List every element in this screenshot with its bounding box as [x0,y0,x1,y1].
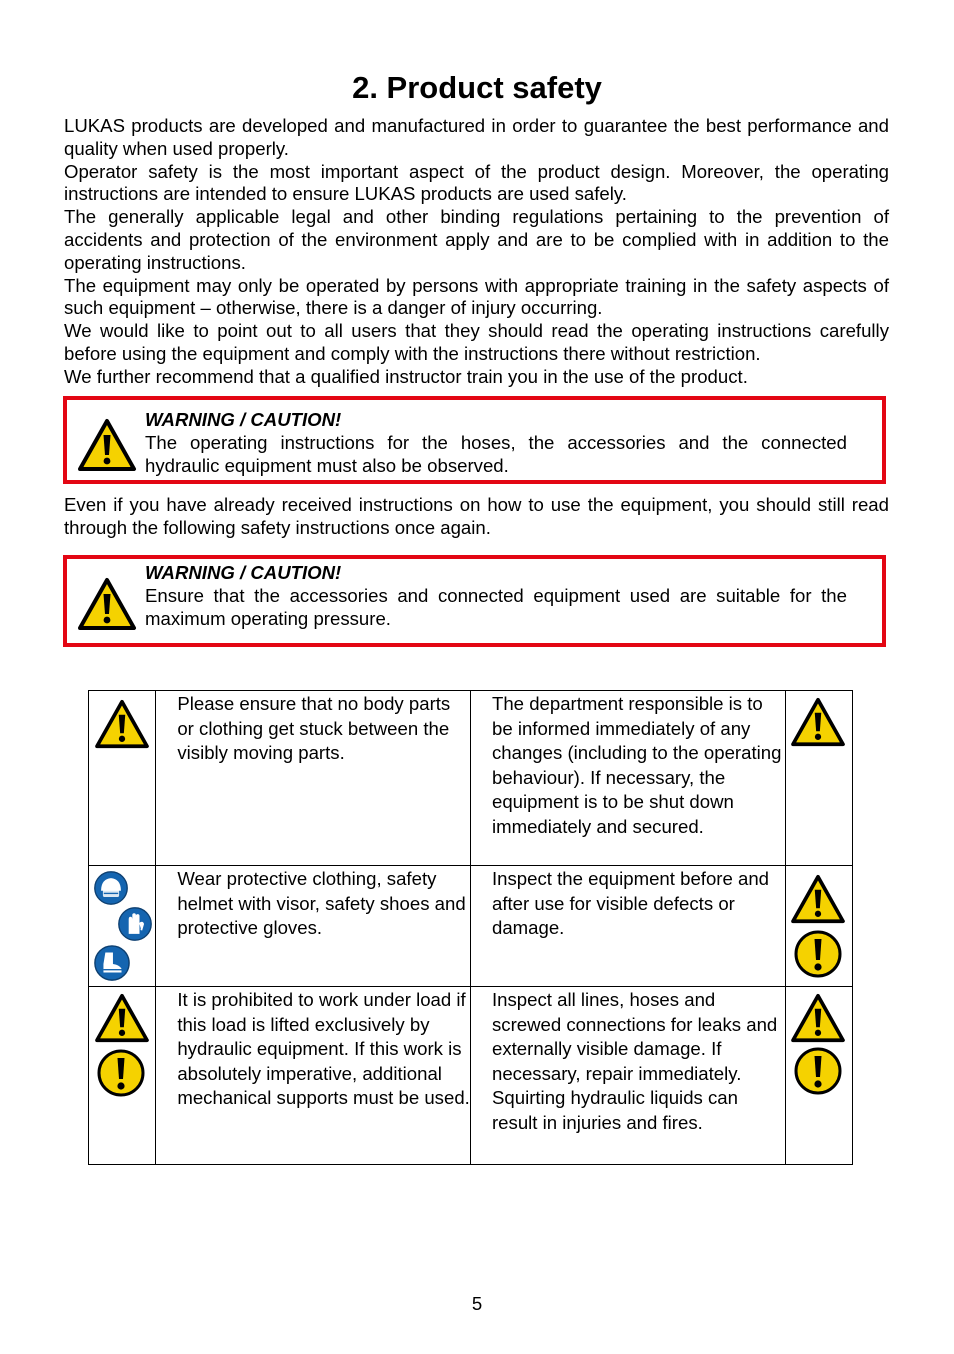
safety-shoes-icon [93,944,131,982]
instruction-text: The department responsible is to be informed immediately of any changes (including to the operating behaviour). If necessary, the equipment is to be shut down immediately and secured. [491,693,782,837]
icon-cell [89,691,156,866]
intro-paragraph: Operator safety is the most important aspect of the product design. Moreover, the operating instructions are intended to ensure LUKAS products are used safely. [64,160,889,205]
warning-triangle-icon [790,697,846,747]
page-number: 5 [471,1293,483,1314]
icon-cell [785,866,852,987]
intro-paragraph: We would like to point out to all users that they should read the operating instructions carefully before using the equipment and comply with the instructions there without restriction. [64,320,889,364]
reminder-text: Even if you have already received instructions on how to use the equipment, you should still read through the following safety instructions once again. [64,494,889,538]
warning-triangle-icon [790,993,846,1043]
safety-instructions-table [88,690,853,1165]
icon-cell [89,866,156,987]
warning-triangle-icon [77,577,137,631]
helmet-visor-icon [93,870,129,906]
table-row [89,866,853,987]
exclamation-circle-icon [794,930,842,978]
intro-text [64,115,889,389]
warning-heading: WARNING / CAUTION! [145,562,342,583]
warning-box-pressure [63,555,886,647]
instruction-text: Inspect the equipment before and after use for visible defects or damage. [491,868,770,939]
icon-cell [785,691,852,866]
gloves-icon [117,906,153,942]
warning-text: Ensure that the accessories and connected equipment used are suitable for the maximum operating pressure. [145,585,847,629]
icon-cell [785,987,852,1165]
warning-triangle-icon [94,993,150,1043]
icon-cell [89,987,156,1165]
warning-text: The operating instructions for the hoses, the accessories and the connected hydraulic equipment must also be observed. [145,432,847,476]
warning-heading: WARNING / CAUTION! [145,409,342,430]
intro-paragraph: LUKAS products are developed and manufactured in order to guarantee the best performance and quality when used properly. [64,115,889,159]
instruction-text: Inspect all lines, hoses and screwed connections for leaks and externally visible damage. If necessary, repair immediately. Squirting hydraulic liquids can result in injuries and fires. [491,989,778,1133]
intro-paragraph: We further recommend that a qualified instructor train you in the use of the product. [64,365,748,387]
intro-paragraph: The generally applicable legal and other binding regulations pertaining to the prevention of accidents and protection of the environment apply and are to be complied with in addition to the operating instructions. [64,206,889,273]
intro-paragraph: The equipment may only be operated by persons with appropriate training in the safety aspects of such equipment – otherwise, there is a danger of injury occurring. [64,274,889,319]
table-row [89,691,853,866]
instruction-text: Please ensure that no body parts or clothing get stuck between the visibly moving parts. [177,693,451,764]
instruction-text: It is prohibited to work under load if this load is lifted exclusively by hydraulic equipment. If this work is absolutely imperative, additional mechanical supports must be used. [177,989,470,1109]
instruction-text: Wear protective clothing, safety helmet with visor, safety shoes and protective gloves. [177,868,466,939]
warning-triangle-icon [790,874,846,924]
warning-box-hoses [63,396,886,484]
page-title: 2. Product safety [352,70,602,105]
exclamation-circle-icon [97,1049,145,1097]
warning-triangle-icon [94,699,150,749]
warning-triangle-icon [77,418,137,472]
exclamation-circle-icon [794,1047,842,1095]
table-row [89,987,853,1165]
